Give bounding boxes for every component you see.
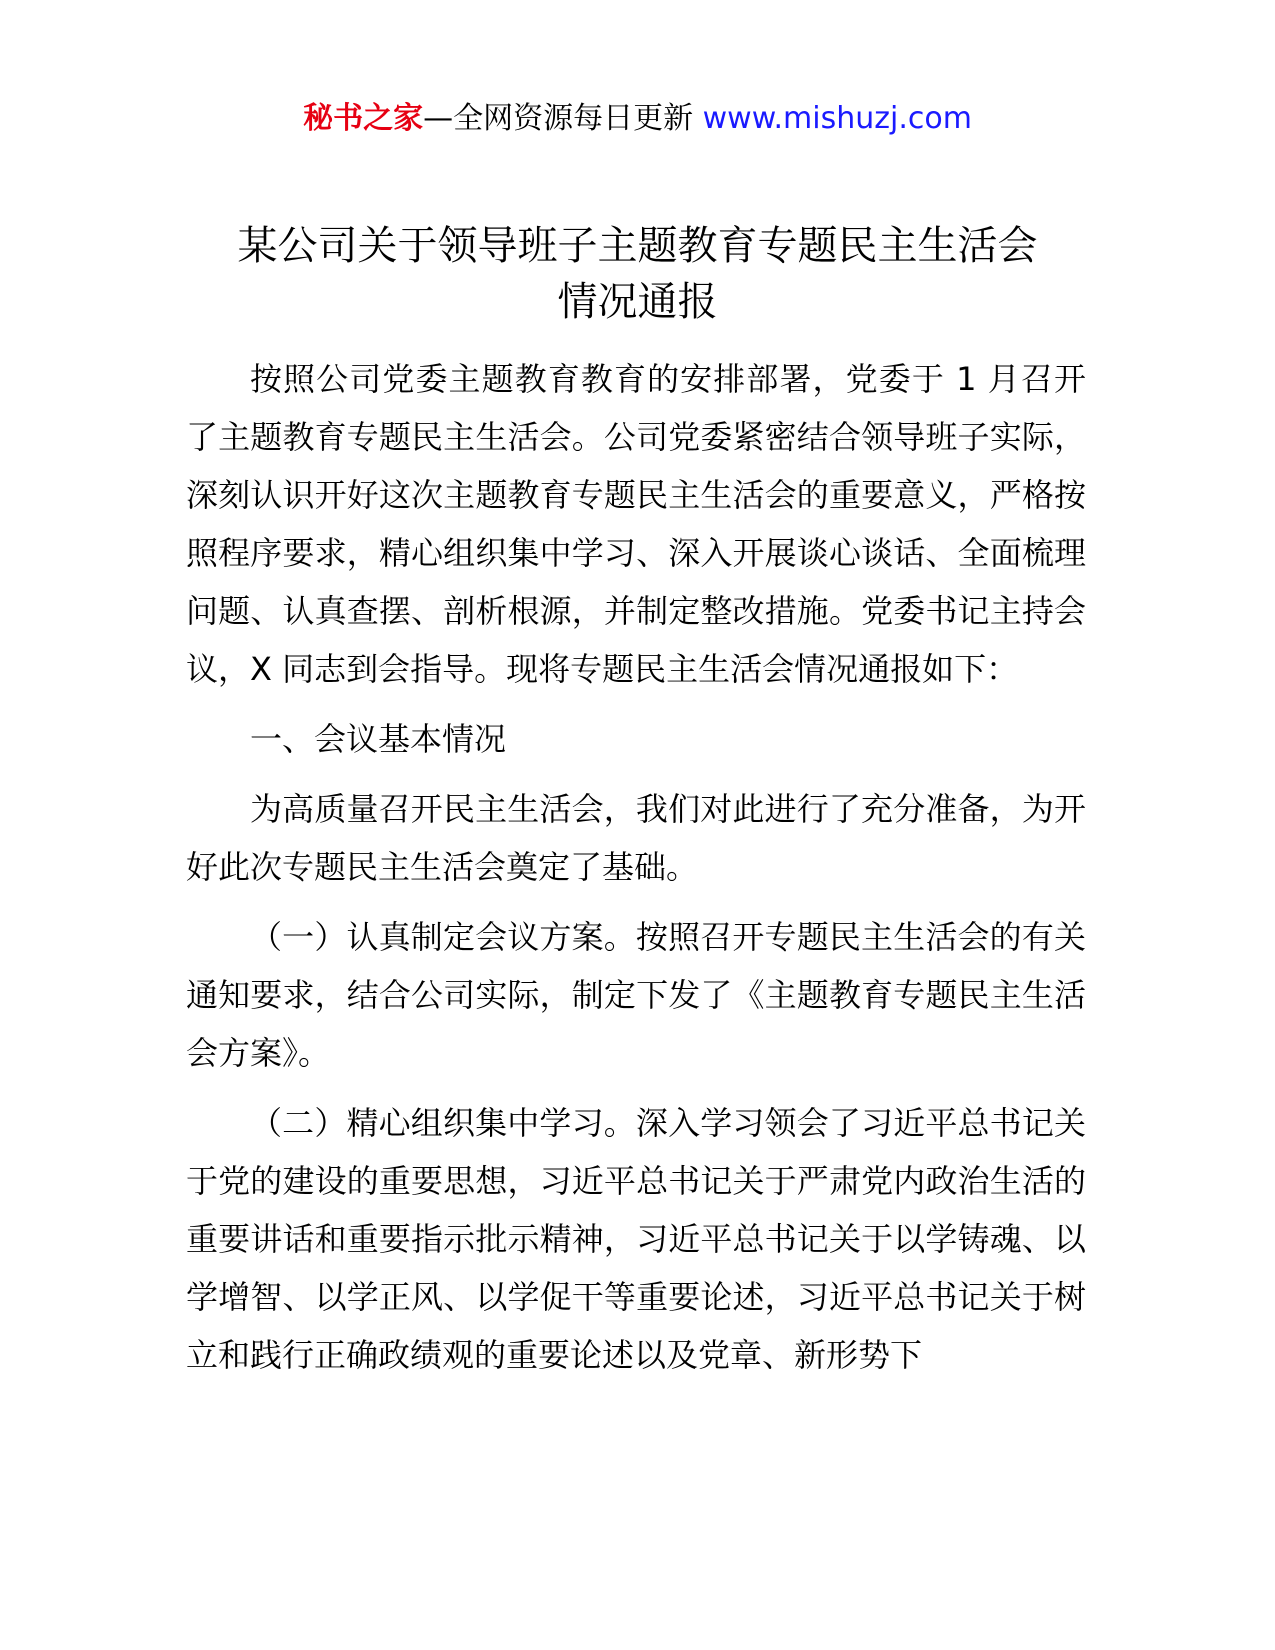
title-line-2: 情况通报: [557, 279, 718, 325]
site-url-link[interactable]: www.mishuzj.com: [702, 101, 972, 136]
item-2-paragraph: （二）精心组织集中学习。深入学习领会了习近平总书记关于党的建设的重要思想，习近平总书记关于严肃党内政治生活的重要讲话和重要指示批示精神，习近平总书记关于以学铸魂、以学增智、以学正风、以学促干等重要论述，习近平总书记关于树立和践行正确政绩观的重要论述以及党章、新形势下: [186, 1104, 1086, 1374]
brand-name: 秘书之家: [303, 101, 424, 136]
section-heading: 一、会议基本情况: [250, 720, 507, 758]
header-slogan: —全网资源每日更新: [423, 101, 694, 136]
intro-paragraph: 按照公司党委主题教育教育的安排部署，党委于 1 月召开了主题教育专题民主生活会。公司党委紧密结合领导班子实际，深刻认识开好这次主题教育专题民主生活会的重要意义，严格按照程序要求，精心组织集中学习、深入开展谈心谈话、全面梳理问题、认真查摆、剖析根源，并制定整改措施。党委书记主持会议，X 同志到会指导。现将专题民主生活会情况通报如下：: [186, 360, 1086, 688]
title-line-1: 某公司关于领导班子主题教育专题民主生活会: [237, 223, 1038, 269]
document-body: [186, 350, 1086, 1396]
site-header: [0, 96, 1275, 142]
preparation-paragraph: 为高质量召开民主生活会，我们对此进行了充分准备，为开好此次专题民主生活会奠定了基础。: [186, 790, 1086, 886]
item-1-paragraph: （一）认真制定会议方案。按照召开专题民主生活会的有关通知要求，结合公司实际，制定下发了《主题教育专题民主生活会方案》。: [186, 918, 1086, 1072]
document-title: [0, 218, 1275, 330]
